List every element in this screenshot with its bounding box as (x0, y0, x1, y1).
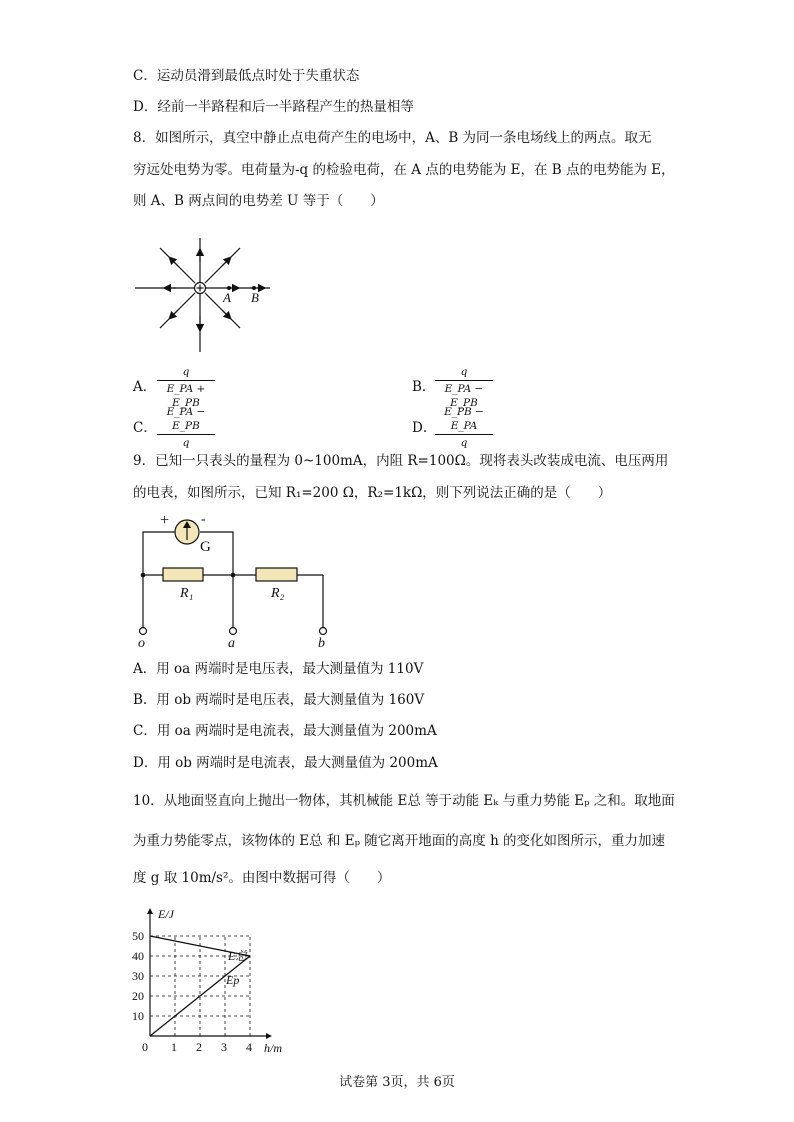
x-axis-arrow-icon (266, 1033, 272, 1039)
q7-option-d: D．经前一半路程和后一半路程产生的热量相等 (133, 99, 414, 115)
x-tick-label-3: 3 (221, 1040, 227, 1054)
q10-stem-line3: 度 g 取 10m/s²。由图中数据可得（ ） (133, 870, 391, 886)
q9-option-c: C．用 oa 两端时是电流表，最大测量值为 200mA (133, 723, 437, 739)
electric-field-figure (130, 232, 280, 357)
q8-option-c-den: q (182, 437, 190, 449)
q9-stem-line2: 的电表，如图所示，已知 R₁=200 Ω，R₂=1kΩ，则下列说法正确的是（ ） (133, 485, 612, 501)
minus-label: - (201, 512, 206, 527)
series-label-1: Ep (226, 973, 240, 987)
x-axis-label: h/m (264, 1041, 282, 1055)
q8-option-b-letter: B． (412, 379, 436, 395)
q8-option-d-fraction (435, 405, 493, 450)
q8-option-a-den: E_PA + E_PB (166, 383, 206, 409)
q8-option-d-den: q (460, 437, 468, 449)
series-label-0: E总 (228, 949, 248, 963)
q8-option-d-letter: D． (412, 420, 437, 436)
q9-stem-line1: 9．已知一只表头的量程为 0~100mA，内阻 R=100Ω。现将表头改装成电流、电压两用 (133, 453, 669, 469)
y-tick-label-50: 50 (132, 929, 144, 943)
y-tick-label-40: 40 (132, 949, 144, 963)
point-b-label: B (251, 290, 259, 305)
x-tick-label-2: 2 (196, 1040, 202, 1054)
q8-option-a-letter: A． (133, 379, 157, 395)
q8-option-c-fraction (157, 405, 215, 450)
x-tick-label-1: 1 (171, 1040, 177, 1054)
resistor-r2 (256, 568, 297, 581)
q8-option-b-den: E_PA − E_PB (444, 383, 484, 409)
meter-circuit-figure (130, 505, 340, 650)
y-tick-label-30: 30 (132, 969, 144, 983)
q8-option-a-fraction (157, 365, 215, 410)
q9-option-a: A．用 oa 两端时是电压表，最大测量值为 110V (133, 661, 424, 677)
energy-height-chart (128, 896, 303, 1056)
q9-option-d: D．用 ob 两端时是电流表，最大测量值为 200mA (133, 755, 438, 771)
q8-stem-line3: 则 A、B 两点间的电势差 U 等于（ ） (133, 193, 384, 209)
terminal-o-label: o (138, 636, 145, 650)
terminal-a-label: a (228, 636, 235, 650)
q8-option-b-fraction (435, 365, 493, 410)
x-tick-label-0: 0 (142, 1040, 148, 1054)
page-footer: 试卷第 3页，共 6页 (339, 1075, 455, 1090)
q10-stem-line2: 为重力势能零点，该物体的 E总 和 Eₚ 随它离开地面的高度 h 的变化如图所示，重力加速 (133, 833, 666, 849)
y-axis-arrow-icon (147, 908, 153, 914)
q8-option-b-num: q (460, 366, 468, 378)
meter-label: G (200, 539, 211, 555)
resistor-r1 (163, 568, 203, 581)
y-tick-label-20: 20 (132, 989, 144, 1003)
y-tick-label-10: 10 (132, 1009, 144, 1023)
plus-label: + (160, 512, 170, 529)
q8-option-c-letter: C． (133, 420, 157, 436)
q8-stem-line1: 8．如图所示，真空中静止点电荷产生的电场中，A、B 为同一条电场线上的两点。取无 (133, 130, 652, 146)
r2-label: R₂ (271, 586, 285, 601)
r1-label: R₁ (180, 586, 194, 601)
x-tick-label-4: 4 (246, 1040, 252, 1054)
terminal-b-label: b (318, 636, 325, 650)
q7-option-c: C．运动员滑到最低点时处于失重状态 (133, 68, 360, 84)
q9-option-b: B．用 ob 两端时是电压表，最大测量值为 160V (133, 692, 425, 708)
q8-option-c-num: E_PA − E_PB (166, 406, 206, 432)
point-a-label: A (223, 290, 231, 305)
y-axis-label: E/J (158, 907, 174, 921)
q8-option-a-num: q (182, 366, 190, 378)
q8-option-d-num: E_PB − E_PA (444, 406, 484, 432)
q10-stem-line1: 10．从地面竖直向上抛出一物体，其机械能 E总 等于动能 Eₖ 与重力势能 Eₚ 之和。取地面 (133, 793, 675, 809)
q8-stem-line2: 穷远处电势为零。电荷量为-q 的检验电荷，在 A 点的电势能为 E，在 B 点的电势能为 E， (133, 162, 675, 178)
